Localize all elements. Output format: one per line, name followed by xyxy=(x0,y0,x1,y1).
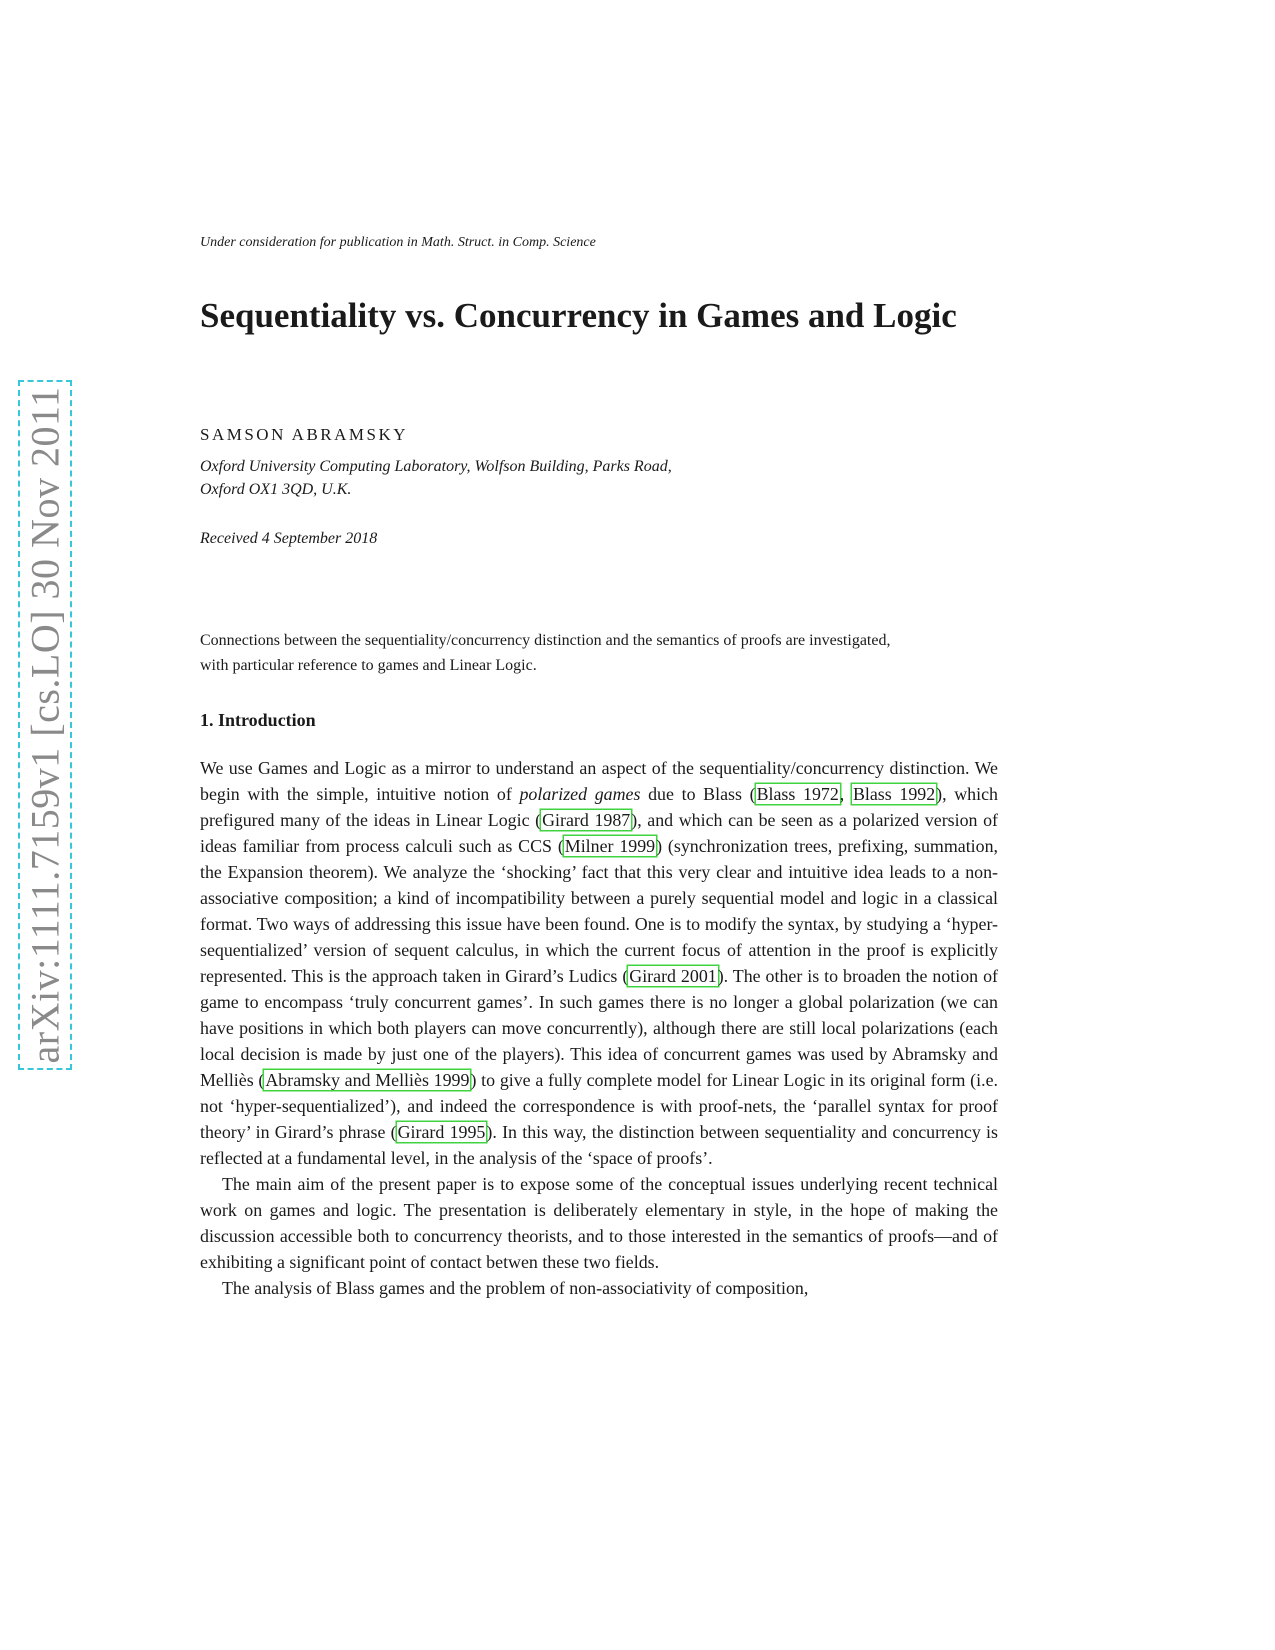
p1-text-4: ), which prefigured many of the ideas in Linear Logic ( xyxy=(200,784,998,830)
citation-girard-1995[interactable]: Girard 1995 xyxy=(397,1122,486,1142)
received-date: Received 4 September 2018 xyxy=(200,530,378,547)
p1-text-7: ). The other is to broaden the notion of game to encompass ‘truly concurrent games’. In such games there is no longer a global polarization (we can have positions in which both players can move concurrently), although there are still local polarizations (each local decision is made by just one of the players). This idea of concurrent games was used by Abramsky and Melliès ( xyxy=(200,966,998,1090)
section-title: Introduction xyxy=(218,710,316,730)
affiliation-line-2: Oxford OX1 3QD, U.K. xyxy=(200,481,352,498)
citation-blass-1972[interactable]: Blass 1972 xyxy=(756,784,839,804)
author-name: SAMSON ABRAMSKY xyxy=(200,425,409,444)
journal-line: Under consideration for publication in Math. Struct. in Comp. Science xyxy=(200,235,596,250)
p1-text-8: ) to give a fully complete model for Linear Logic in its original form (i.e. not ‘hyper-sequentialized’), and indeed the correspondence is with proof-nets, the ‘parallel syntax for proof theory’ in Girard’s phrase ( xyxy=(200,1070,998,1142)
p1-text-2: due to Blass ( xyxy=(640,784,756,804)
affiliation xyxy=(200,455,672,501)
p1-text-1: We use Games and Logic as a mirror to understand an aspect of the sequentiality/concurrency distinction. We begin with the simple, intuitive notion of xyxy=(200,758,998,804)
paper-title: Sequentiality vs. Concurrency in Games and Logic xyxy=(200,296,957,335)
abstract: Connections between the sequentiality/concurrency distinction and the semantics of proofs are investigated, with particular reference to games and Linear Logic. xyxy=(200,632,891,674)
citation-milner-1999[interactable]: Milner 1999 xyxy=(564,836,656,856)
citation-girard-1987[interactable]: Girard 1987 xyxy=(542,810,631,830)
p1-text-9: ). In this way, the distinction between sequentiality and concurrency is reflected at a fundamental level, in the analysis of the ‘space of proofs’. xyxy=(200,1122,998,1168)
affiliation-line-1: Oxford University Computing Laboratory, Wolfson Building, Parks Road, xyxy=(200,458,672,475)
arxiv-stamp-text: arXiv:1111.7159v1 [cs.LO] 30 Nov 2011 xyxy=(22,386,68,1064)
p1-text-6: ) (synchronization trees, prefixing, summation, the Expansion theorem). We analyze the ‘shocking’ fact that this very clear and intuitive idea leads to a non-associative composition; a kind of incompatibility between a purely sequential model and logic in a classical format. Two ways of addressing this issue have been found. One is to modify the syntax, by studying a ‘hyper-sequentialized’ version of sequent calculus, in which the current focus of attention in the proof is explicitly represented. This is the approach taken in Girard’s Ludics ( xyxy=(200,836,999,986)
citation-abramsky-mellies-1999[interactable]: Abramsky and Melliès 1999 xyxy=(265,1070,470,1090)
arxiv-stamp xyxy=(18,380,72,1070)
paragraph-3: The analysis of Blass games and the problem of non-associativity of composition, xyxy=(222,1278,809,1298)
paragraph-1 xyxy=(200,755,998,1171)
paragraph-2: The main aim of the present paper is to expose some of the conceptual issues underlying recent technical work on games and logic. The presentation is deliberately elementary in style, in the hope of making the discussion accessible both to concurrency theorists, and to those interested in the semantics of proofs—and of exhibiting a significant point of contact betwen these two fields. xyxy=(200,1174,998,1272)
body-text xyxy=(200,755,998,1301)
section-heading xyxy=(200,710,316,731)
p1-emphasis: polarized games xyxy=(519,784,641,804)
p1-text-3: , xyxy=(839,784,852,804)
section-number: 1. xyxy=(200,710,214,730)
citation-girard-2001[interactable]: Girard 2001 xyxy=(629,966,717,986)
p1-text-5: ), and which can be seen as a polarized version of ideas familiar from process calculi such as CCS ( xyxy=(200,810,999,856)
citation-blass-1992[interactable]: Blass 1992 xyxy=(852,784,936,804)
